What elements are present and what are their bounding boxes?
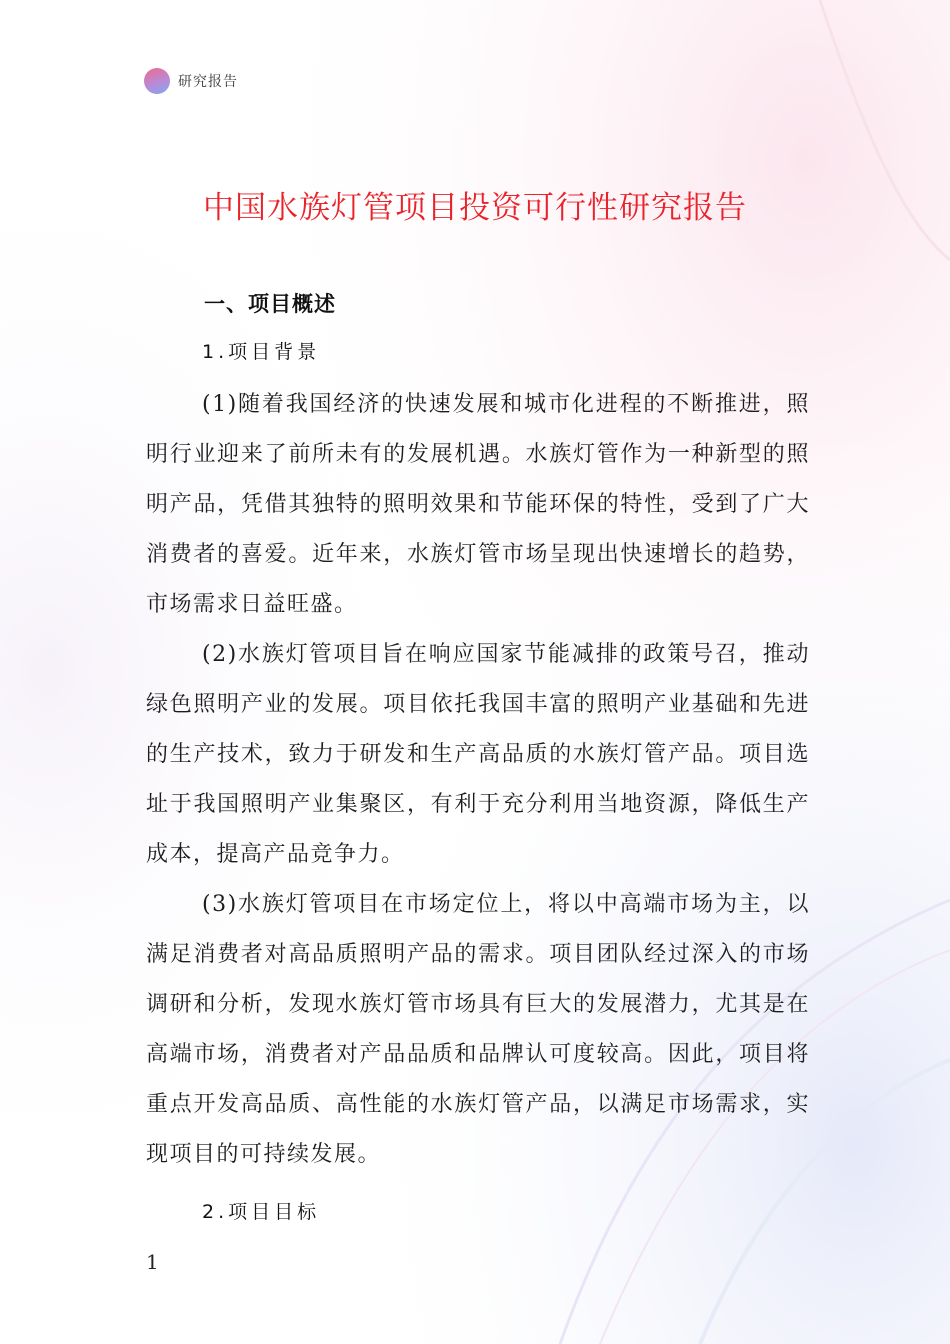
header bbox=[144, 66, 238, 96]
paragraph-1: (1)随着我国经济的快速发展和城市化进程的不断推进，照明行业迎来了前所未有的发展机遇。水族灯管作为一种新型的照明产品，凭借其独特的照明效果和节能环保的特性，受到了广大消费者的喜爱。近年来，水族灯管市场呈现出快速增长的趋势，市场需求日益旺盛。 bbox=[146, 392, 810, 617]
header-label: 研究报告 bbox=[178, 74, 238, 90]
paragraph-2: (2)水族灯管项目旨在响应国家节能减排的政策号召，推动绿色照明产业的发展。项目依托我国丰富的照明产业基础和先进的生产技术，致力于研发和生产高品质的水族灯管产品。项目选址于我国照明产业集聚区，有利于充分利用当地资源，降低生产成本，提高产品竞争力。 bbox=[146, 642, 810, 867]
subsection-heading-goals: 2.项目目标 bbox=[202, 1201, 321, 1223]
document-body bbox=[146, 282, 810, 1240]
document-title: 中国水族灯管项目投资可行性研究报告 bbox=[203, 190, 747, 226]
logo-icon bbox=[144, 68, 170, 94]
paragraph-3: (3)水族灯管项目在市场定位上，将以中高端市场为主，以满足消费者对高品质照明产品的需求。项目团队经过深入的市场调研和分析，发现水族灯管市场具有巨大的发展潜力，尤其是在高端市场，消费者对产品品质和品牌认可度较高。因此，项目将重点开发高品质、高性能的水族灯管产品，以满足市场需求，实现项目的可持续发展。 bbox=[146, 892, 810, 1167]
section-heading: 一、项目概述 bbox=[204, 292, 336, 316]
subsection-heading-background: 1.项目背景 bbox=[202, 341, 321, 363]
page-number: 1 bbox=[146, 1250, 159, 1274]
